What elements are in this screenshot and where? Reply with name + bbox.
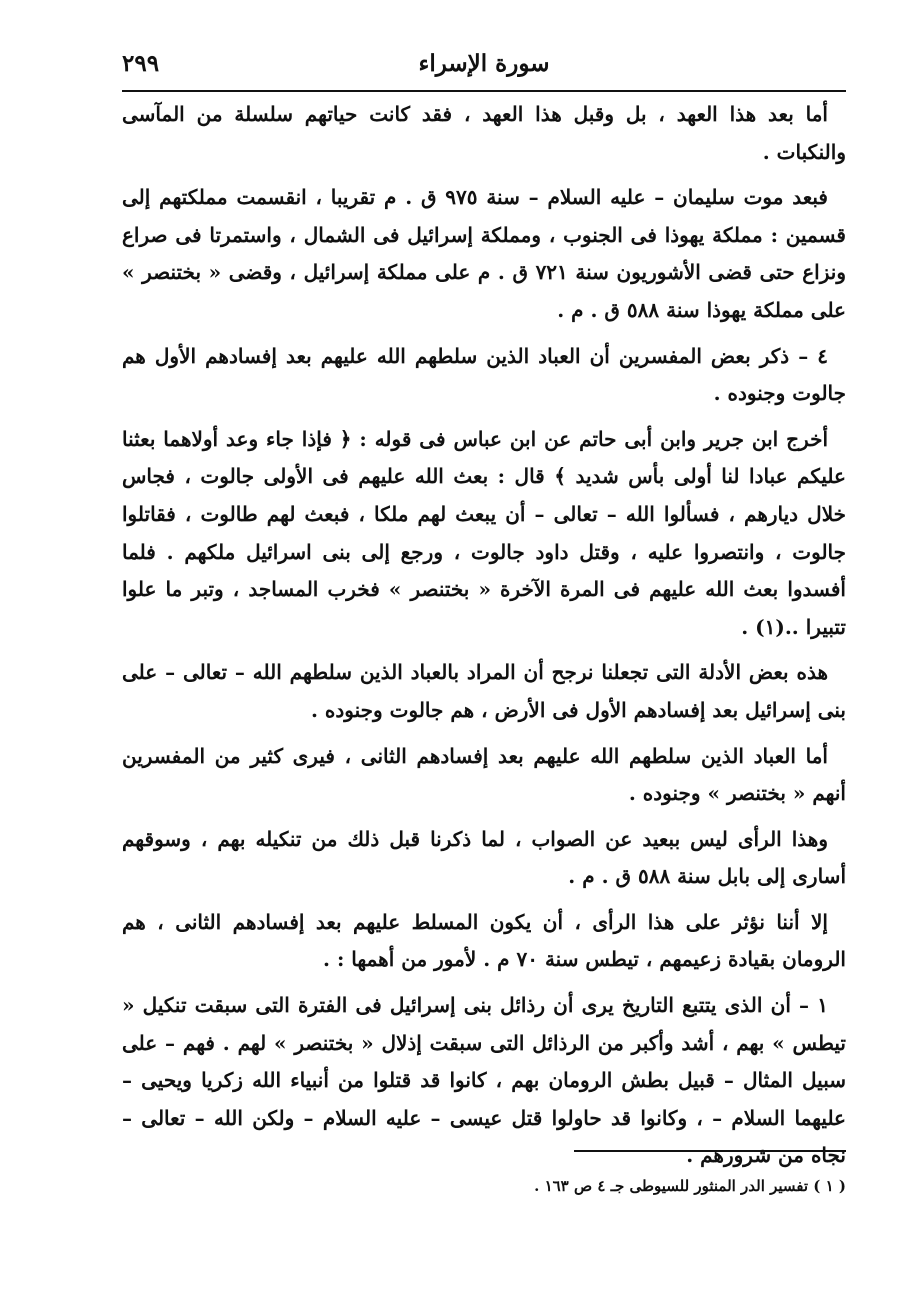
footnote-rule <box>574 1150 846 1152</box>
paragraph: هذه بعض الأدلة التى تجعلنا نرجح أن المراد بالعباد الذين سلطهم الله – تعالى – على بنى إسرائيل بعد إفسادهم الأول فى الأرض ، هم جالوت وجنوده . <box>122 660 846 722</box>
paragraph: أما بعد هذا العهد ، بل وقبل هذا العهد ، فقد كانت حياتهم سلسلة من المآسى والنكبات . <box>122 102 846 164</box>
page-number: ٢٩٩ <box>122 50 160 77</box>
paragraph: أخرج ابن جرير وابن أبى حاتم عن ابن عباس فى قوله : ﴿ فإذا جاء وعد أولاهما بعثنا عليكم عبادا لنا أولى بأس شديد ﴾ قال : بعث الله عليهم فى الأولى جالوت ، فجاس خلال ديارهم ، فسألوا الله – تعالى – أن يبعث لهم ملكا ، فبعث لهم طالوت ، فقاتلوا جالوت ، وانتصروا عليه ، وقتل داود جالوت ، ورجع إلى بنى اسرائيل ملكهم . فلما أفسدوا بعث الله عليهم فى المرة الآخرة « بختنصر » فخرب المساجد ، وتبر ما علوا تتبيرا ..(١) . <box>122 426 846 639</box>
header-rule <box>122 90 846 92</box>
paragraph: ٤ – ذكر بعض المفسرين أن العباد الذين سلطهم الله عليهم بعد إفسادهم الأول هم جالوت وجنوده . <box>122 343 846 406</box>
running-header <box>122 46 846 88</box>
paragraph: فبعد موت سليمان – عليه السلام – سنة ٩٧٥ ق . م تقريبا ، انقسمت مملكتهم إلى قسمين : مملكة يهوذا فى الجنوب ، ومملكة إسرائيل فى الشمال ، واستمرتا فى صراع ونزاع حتى قضى الأشوريون سنة ٧٢١ ق . م على مملكة إسرائيل ، وقضى « بختنصر » على مملكة يهوذا سنة ٥٨٨ ق . م . <box>122 185 846 322</box>
paragraph: أما العباد الذين سلطهم الله عليهم بعد إفسادهم الثانى ، فيرى كثير من المفسرين أنهم « بختنصر » وجنوده . <box>122 743 846 806</box>
paragraph: وهذا الرأى ليس ببعيد عن الصواب ، لما ذكرنا قبل ذلك من تنكيله بهم ، وسوقهم أسارى إلى بابل سنة ٥٨٨ ق . م . <box>122 826 846 889</box>
paragraph: ١ – أن الذى يتتبع التاريخ يرى أن رذائل بنى إسرائيل فى الفترة التى سبقت تنكيل « تيطس » بهم ، أشد وأكبر من الرذائل التى سبقت إذلال « بختنصر » لهم . فهم – على سبيل المثال – قبيل بطش الرومان بهم ، كانوا قد قتلوا من أنبياء الله زكريا ويحيى – عليهما السلام – ، وكانوا قد حاولوا قتل عيسى – عليه السلام – ولكن الله – تعالى – نجاه من شرورهم . <box>122 993 846 1168</box>
chapter-title: سورة الإسراء <box>418 50 550 77</box>
body-text <box>122 96 846 1183</box>
footnote: ( ١ ) تفسير الدر المنثور للسيوطى جـ ٤ ص ١٦٣ . <box>534 1177 846 1195</box>
paragraph: إلا أننا نؤثر على هذا الرأى ، أن يكون المسلط عليهم بعد إفسادهم الثانى ، هم الرومان بقيادة زعيمهم ، تيطس سنة ٧٠ م . لأمور من أهمها : . <box>122 909 846 972</box>
